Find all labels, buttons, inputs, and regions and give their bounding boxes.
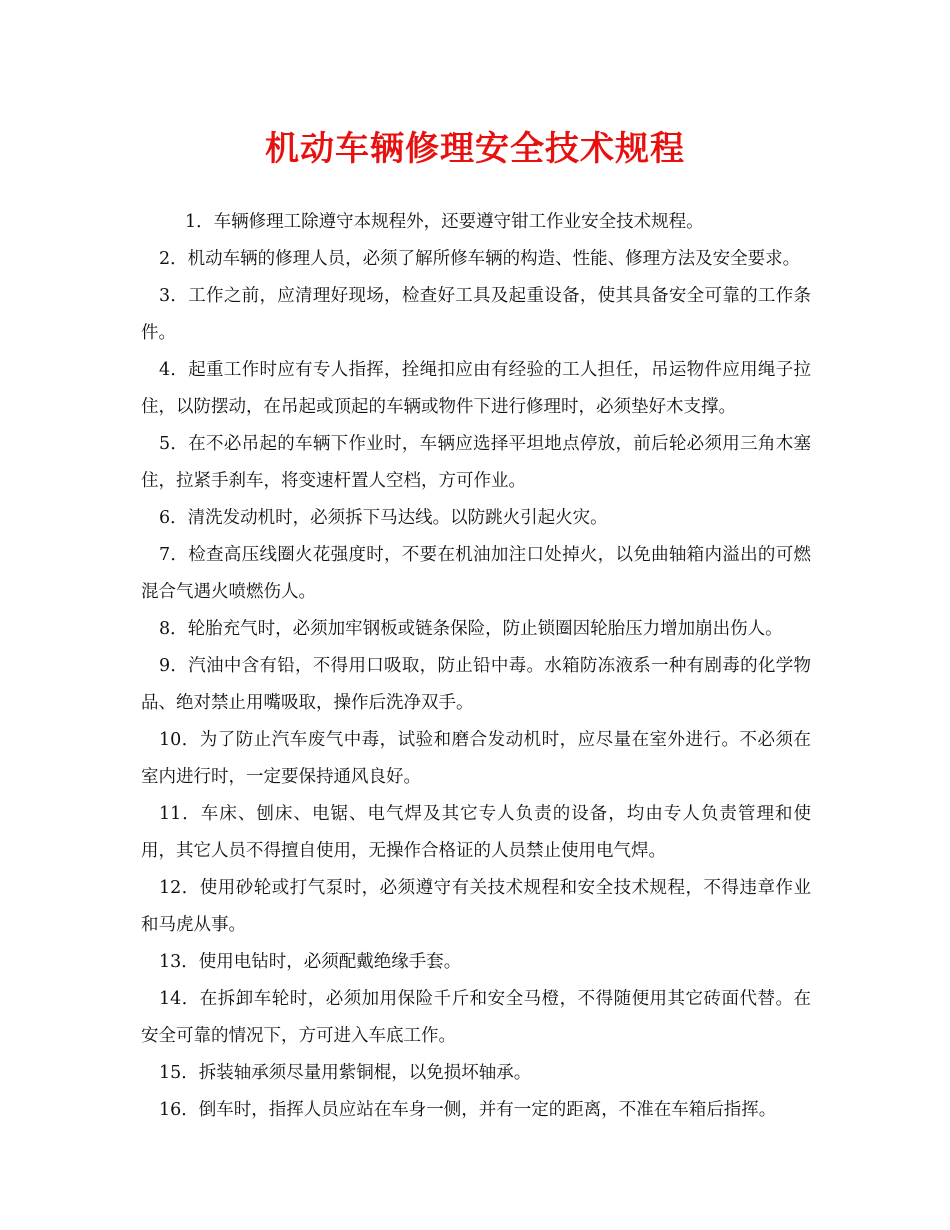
paragraph-11: 11．车床、刨床、电锯、电气焊及其它专人负责的设备，均由专人负责管理和使用，其它人员不得擅自使用，无操作合格证的人员禁止使用电气焊。	[141, 804, 811, 861]
paragraph-6: 6．清洗发动机时，必须拆下马达线。以防跳火引起火灾。	[159, 508, 608, 528]
paragraph-2: 2．机动车辆的修理人员，必须了解所修车辆的构造、性能、修理方法及安全要求。	[159, 249, 801, 269]
paragraph-13: 13．使用电钻时，必须配戴绝缘手套。	[159, 952, 462, 972]
document-title: 机动车辆修理安全技术规程	[265, 129, 685, 169]
paragraph-12: 12．使用砂轮或打气泵时，必须遵守有关技术规程和安全技术规程，不得违章作业和马虎从事。	[141, 878, 811, 935]
paragraph-14: 14．在拆卸车轮时，必须加用保险千斤和安全马橙，不得随便用其它砖面代替。在安全可靠的情况下，方可进入车底工作。	[141, 989, 811, 1046]
paragraph-5: 5．在不必吊起的车辆下作业时，车辆应选择平坦地点停放，前后轮必须用三角木塞住，拉紧手刹车，将变速杆置人空档，方可作业。	[141, 434, 811, 491]
paragraph-9: 9．汽油中含有铅，不得用口吸取，防止铅中毒。水箱防冻液系一种有剧毒的化学物品、绝对禁止用嘴吸取，操作后洗净双手。	[141, 656, 811, 713]
document-body	[141, 204, 811, 1129]
paragraph-8: 8．轮胎充气时，必须加牢钢板或链条保险，防止锁圈因轮胎压力增加崩出伤人。	[159, 619, 783, 639]
paragraph-16: 16．倒车时，指挥人员应站在车身一侧，并有一定的距离，不准在车箱后指挥。	[159, 1100, 777, 1120]
paragraph-10: 10．为了防止汽车废气中毒，试验和磨合发动机时，应尽量在室外进行。不必须在室内进行时，一定要保持通风良好。	[141, 730, 811, 787]
paragraph-15: 15．拆装轴承须尽量用紫铜棍，以免损坏轴承。	[159, 1063, 532, 1083]
paragraph-3: 3．工作之前，应清理好现场，检查好工具及起重设备，使其具备安全可靠的工作条件。	[141, 286, 811, 343]
paragraph-1: 1．车辆修理工除遵守本规程外，还要遵守钳工作业安全技术规程。	[185, 212, 704, 232]
paragraph-4: 4．起重工作时应有专人指挥，拴绳扣应由有经验的工人担任，吊运物件应用绳子拉住，以防摆动，在吊起或顶起的车辆或物件下进行修理时，必须垫好木支撑。	[141, 360, 811, 417]
paragraph-7: 7．检查高压线圈火花强度时，不要在机油加注口处掉火，以免曲轴箱内溢出的可燃混合气遇火喷燃伤人。	[141, 545, 811, 602]
